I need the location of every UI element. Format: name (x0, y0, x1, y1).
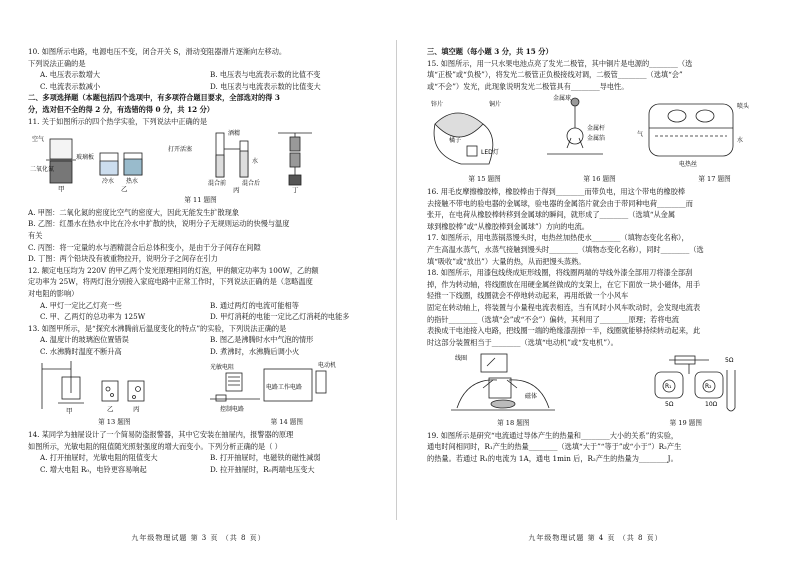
option-c: C. 水沸腾时温度不断升高 (40, 346, 122, 356)
q10-options-row2 (28, 81, 373, 93)
fig19-r2-label: R₂ (705, 383, 712, 391)
option-b: B. 电压表与电流表示数的比值不变 (210, 70, 321, 80)
fig15-caption: 第 15 题图 (468, 175, 501, 184)
q12-stem-3: 对电阻的影响） (28, 288, 79, 298)
page-4-footer: 九年级物理试题 第 4 页 （共 8 页） (528, 534, 663, 543)
fig19-caption: 第 19 题图 (669, 419, 702, 428)
q18-stem-2: 掉，作为转动轴，将线圈放在用硬金属丝做成的支架上，在它下面放一块小磁体，用手 (427, 279, 701, 289)
figure-18-19-captions (427, 418, 772, 430)
q12-options-row1 (28, 300, 373, 312)
fig11-no2-label: 二氧化氮 (30, 166, 55, 174)
fig11-cold-label: 冷水 (102, 178, 115, 186)
q16-stem-4: 球到橡胶棒”或“从橡胶棒到金属球”）方向的电流。 (427, 221, 589, 231)
fig17-water-label: 水 (737, 137, 744, 145)
fig17-steam-label: 气 (637, 131, 644, 139)
q15-stem-3: 或“不会”）发光，此现象说明发光二极管具有________导电性。 (427, 81, 629, 91)
option-c: C. 甲、乙两灯的总功率为 125W (40, 312, 146, 322)
fig14-resistor-label: 光敏电阻 (210, 364, 235, 372)
q18-stem-5: 的指针________（选填“会”或“不会”）偏转，其利用了________原理；若将电流 (427, 314, 679, 324)
figure-15-17 (427, 94, 772, 172)
fig16-caption: 第 16 题图 (583, 175, 616, 184)
fig11-water-label: 水 (252, 158, 259, 166)
q12-stem: 12. 额定电压均为 220V 的甲乙两个发光原理相同的灯泡，甲的额定功率为 100W，乙的额 (28, 265, 319, 275)
option-a: A. 电压表示数增大 (40, 70, 101, 80)
fig13-yi: 乙 (107, 405, 114, 414)
fig11-air-label: 空气 (32, 136, 45, 144)
fig11-open-label: 打开活塞 (168, 146, 193, 154)
fig19-r1-value: 5Ω (665, 401, 674, 409)
q11-option-a: A. 甲图：二氧化氮的密度比空气的密度大，因此无能发生扩散现象 (28, 207, 240, 217)
fig13-caption: 第 13 题图 (98, 418, 131, 427)
fig15-led-label: LED灯 (481, 149, 499, 157)
q14-stem: 14. 某同学为抽屉设计了一个简易防盗报警器，其中它安装在抽屉内，报警器的原理 (28, 430, 294, 440)
figure-13-14-drawing (28, 359, 368, 415)
q19-stem: 19. 如图所示是研究“电流通过导体产生的热量和________大小的关系”的实验， (427, 430, 679, 440)
q18-stem: 18. 如图所示，用漆包线绕成矩形线圈，将线圈两端的导线外漆全部用刀将漆全部刮 (427, 268, 693, 278)
q12-options-row2 (28, 311, 373, 323)
q17-stem-3: 填“吸收”或“放出”）大量的热，从而把馒头蒸熟。 (427, 256, 586, 266)
q13-stem: 13. 如图甲所示，是“探究水沸腾前后温度变化的特点”的实验，下列说法正确的是 (28, 323, 287, 333)
fig11-glass-label: 玻璃板 (76, 154, 95, 162)
option-d: D. 电压表与电流表示数的比值变大 (210, 81, 321, 91)
q13-options-row2 (28, 346, 373, 358)
fig17-heater-label: 电热丝 (679, 161, 698, 169)
figure-18-19 (427, 350, 772, 416)
section-2-title: 二、多项选择题（本题包括四个选项中，有多项符合题目要求，全部选对的得 3 (28, 93, 280, 103)
fig14-caption: 第 14 题图 (270, 418, 303, 427)
section-3-title: 三、填空题（每小题 3 分，共 15 分） (427, 47, 553, 56)
q11-option-b: B. 乙图：红墨水在热水中比在冷水中扩散的快，说明分子无规则运动的快慢与温度 (28, 219, 290, 229)
q14-options-row1 (28, 452, 373, 464)
figure-15-17-drawing (427, 94, 772, 172)
page-3-footer: 九年级物理试题 第 3 页 （共 8 页） (131, 534, 266, 543)
fig15-cu-label: 铜片 (489, 101, 502, 109)
fig18-caption: 第 18 题图 (497, 419, 530, 428)
q18-stem-3: 轻推一下线圈，线圈就会不停地转动起来，再用纸做一个小风车 (427, 291, 629, 301)
q16-stem-2: 去接触不带电的验电器的金属球，验电器的金属箔片就会由于带同种电荷________而 (427, 198, 693, 208)
fig19-r2-value: 10Ω (705, 401, 718, 409)
q19-stem-2: 通电时间相同时，R₁产生的热量________（选填“大于”“等于”或“小于”）R₂产生 (427, 442, 682, 452)
option-d: D. 拉开抽屉时，R₀两端电压变大 (210, 464, 315, 474)
option-d: D. 甲灯消耗的电能一定比乙灯消耗的电能多 (210, 312, 350, 322)
fig11-ding: 丁 (292, 186, 299, 194)
q10-sub: 下列说法正确的是 (28, 58, 86, 68)
fig11-mix-label: 混合前 (208, 180, 227, 188)
figure-15-17-captions (427, 174, 772, 186)
fig14-work-label: 电路工作电路 (266, 384, 303, 392)
q15-stem: 15. 如图所示，用一只水果电池点亮了发光二极管，其中铜片是电源的________（选 (427, 58, 693, 68)
figure-11-drawing (28, 129, 368, 193)
q14-options-row2 (28, 464, 373, 476)
option-b: B. 通过两灯的电流可能相等 (210, 300, 299, 310)
fig17-caption: 第 17 题图 (698, 175, 731, 184)
option-b: B. 图乙是沸腾时水中气泡的情形 (210, 335, 314, 345)
figure-11 (28, 129, 373, 193)
fig16-rod-label: 金属杆 (587, 125, 606, 133)
section-2-title-line2: 分，选对但不全的得 2 分，有选错的得 0 分，共 12 分） (28, 104, 214, 114)
q18-stem-6: 表换成干电池接入电路，把线圈一端的绝缘漆刮掉一半，线圈就能够持续转动起来，此 (427, 326, 701, 336)
option-a: A. 打开抽屉时，光敏电阻的阻值变大 (40, 453, 158, 463)
option-b: B. 打开抽屉时，电磁铁的磁性减弱 (210, 453, 321, 463)
fig19-r3-value: 5Ω (725, 357, 734, 365)
fig18-coil-label: 线圈 (455, 355, 468, 363)
fig11-mixed-label: 混合后 (242, 180, 261, 188)
fig15-zn-label: 锌片 (431, 101, 444, 109)
figure-13-14 (28, 359, 373, 415)
q11-option-b-cont: 有关 (28, 230, 43, 240)
fig14-motor-label: 电动机 (318, 362, 337, 370)
q11-option-d: D. 丁图：两个铅块没有被重物拉开，说明分子之间存在引力 (28, 254, 218, 264)
fig15-core-label: 橘子 (449, 137, 462, 145)
fig11-alcohol-label: 酒精 (228, 130, 241, 138)
q15-stem-2: 填“正极”或“负极”），将发光二极管正负极接线对调，二极管________（选填“会” (427, 70, 683, 80)
fig19-r1-label: R₁ (665, 383, 672, 391)
q17-stem-2: 产生高温水蒸气，水蒸气接触到馒头时________（填物态变化名称），同时________（选 (427, 244, 704, 254)
q12-stem-2: 定功率为 25W，将两灯泡分别接入家庭电路中正常工作时，下列说法正确的是（忽略温度 (28, 277, 313, 287)
q18-stem-4: 固定在转动轴上，将装置与小量程电流表相连，当有风时小风车吹动时，会发现电流表 (427, 302, 701, 312)
option-a: A. 甲灯一定比乙灯亮一些 (40, 300, 122, 310)
fig13-bing: 丙 (133, 405, 140, 414)
q17-stem: 17. 如图所示，用电蒸锅蒸馒头时，电热丝加热使水________（填物态变化名称）， (427, 233, 689, 243)
fig14-ctrl-label: 控制电路 (220, 406, 245, 414)
fig11-jia: 甲 (58, 185, 65, 194)
q14-stem-2: 如图所示，光敏电阻的阻值随光照射强度的增大而变小。下列分析正确的是（ ） (28, 441, 282, 451)
q10-stem: 10. 如图所示电路，电源电压不变，闭合开关 S，滑动变阻器滑片逐渐向左移动。 (28, 47, 287, 56)
q19-stem-3: 的热量。若通过 R₁的电流为 1A，通电 1min 后，R₂产生的热量为________J。 (427, 454, 678, 464)
fig16-foil-label: 金属箔 (587, 135, 606, 143)
q13-options-row1 (28, 334, 373, 346)
q11-option-c: C. 丙图：将一定量的水与酒精混合后总体积变小，是由于分子间存在间隙 (28, 242, 261, 252)
option-a: A. 温度计的玻璃泡位置错误 (40, 335, 129, 345)
q11-stem: 11. 关于如图所示的四个热学实验，下列说法中正确的是 (28, 116, 208, 126)
fig17-head-label: 喷头 (737, 103, 750, 111)
option-c: C. 增大电阻 R₀，电铃更容易响起 (40, 464, 147, 474)
figure-18-19-drawing (427, 350, 772, 416)
q16-stem: 16. 用毛皮摩擦橡胶棒，橡胶棒由于得到________而带负电，用这个带电的橡胶棒 (427, 186, 686, 196)
option-d: D. 煮沸时，水沸腾后调小火 (210, 346, 300, 356)
option-c: C. 电流表示数减小 (40, 81, 101, 91)
q18-stem-7: 时这部分装置相当于________（选填“电动机”或“发电机”）。 (427, 337, 618, 347)
fig18-magnet-label: 磁体 (525, 393, 538, 401)
figure-13-14-captions (28, 417, 373, 429)
q16-stem-3: 张开，在电荷从橡胶棒转移到金属球的瞬间，就形成了________（选填“从金属 (427, 210, 676, 220)
q10-options-row1 (28, 69, 373, 81)
fig11-hot-label: 热水 (126, 178, 139, 186)
fig13-jia: 甲 (66, 407, 73, 416)
fig11-yi: 乙 (121, 185, 128, 194)
fig11-caption: 第 11 题图 (184, 196, 217, 205)
fig11-bing: 丙 (233, 186, 240, 194)
fig16-ball-label: 金属球 (553, 95, 572, 103)
page-4 (397, 0, 794, 561)
